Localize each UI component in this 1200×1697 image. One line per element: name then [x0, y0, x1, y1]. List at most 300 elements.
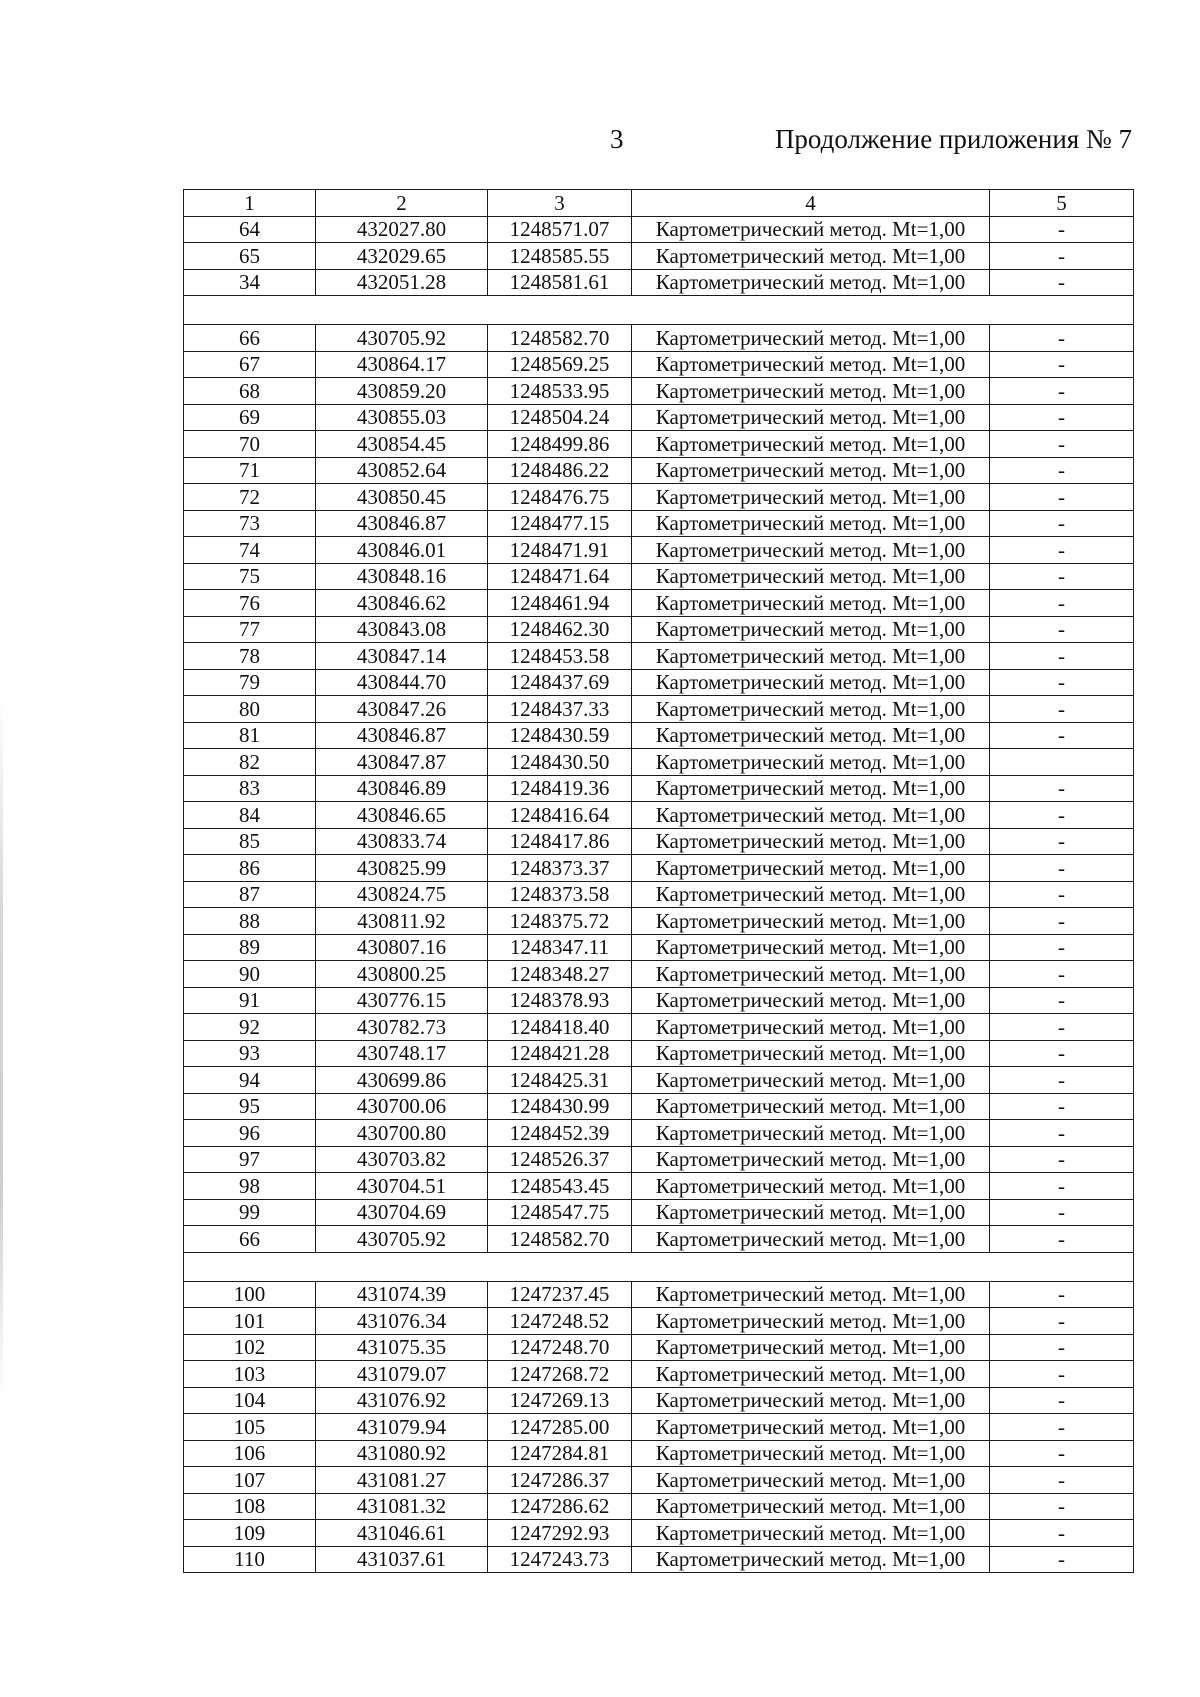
remark: - — [990, 1308, 1134, 1335]
method-description: Картометрический метод. Mt=1,00 — [632, 1361, 990, 1388]
x-coordinate: 430825.99 — [316, 855, 488, 882]
scan-edge-shadow — [0, 700, 3, 1400]
method-description: Картометрический метод. Mt=1,00 — [632, 404, 990, 431]
remark: - — [990, 1146, 1134, 1173]
x-coordinate: 430704.69 — [316, 1199, 488, 1226]
point-number: 67 — [184, 351, 316, 378]
point-number: 76 — [184, 590, 316, 617]
remark: - — [990, 1546, 1134, 1573]
y-coordinate: 1248585.55 — [488, 243, 632, 270]
method-description: Картометрический метод. Mt=1,00 — [632, 1173, 990, 1200]
method-description: Картометрический метод. Mt=1,00 — [632, 1014, 990, 1041]
y-coordinate: 1248486.22 — [488, 457, 632, 484]
x-coordinate: 431046.61 — [316, 1520, 488, 1547]
x-coordinate: 431079.07 — [316, 1361, 488, 1388]
remark: - — [990, 325, 1134, 352]
method-description: Картометрический метод. Mt=1,00 — [632, 1146, 990, 1173]
table-row — [184, 722, 1134, 749]
remark: - — [990, 1014, 1134, 1041]
table-row — [184, 696, 1134, 723]
method-description: Картометрический метод. Mt=1,00 — [632, 696, 990, 723]
x-coordinate: 431076.92 — [316, 1387, 488, 1414]
method-description: Картометрический метод. Mt=1,00 — [632, 987, 990, 1014]
table-row — [184, 1334, 1134, 1361]
point-number: 88 — [184, 908, 316, 935]
x-coordinate: 430824.75 — [316, 881, 488, 908]
x-coordinate: 430833.74 — [316, 828, 488, 855]
point-number: 85 — [184, 828, 316, 855]
remark: - — [990, 1414, 1134, 1441]
point-number: 81 — [184, 722, 316, 749]
table-row — [184, 749, 1134, 776]
remark: - — [990, 1040, 1134, 1067]
y-coordinate: 1248437.33 — [488, 696, 632, 723]
x-coordinate: 430699.86 — [316, 1067, 488, 1094]
remark: - — [990, 1120, 1134, 1147]
remark: - — [990, 616, 1134, 643]
method-description: Картометрический метод. Mt=1,00 — [632, 802, 990, 829]
remark: - — [990, 457, 1134, 484]
table-row — [184, 1281, 1134, 1308]
y-coordinate: 1248430.50 — [488, 749, 632, 776]
y-coordinate: 1248421.28 — [488, 1040, 632, 1067]
method-description: Картометрический метод. Mt=1,00 — [632, 775, 990, 802]
point-number: 105 — [184, 1414, 316, 1441]
method-description: Картометрический метод. Mt=1,00 — [632, 1520, 990, 1547]
point-number: 87 — [184, 881, 316, 908]
x-coordinate: 430846.62 — [316, 590, 488, 617]
method-description: Картометрический метод. Mt=1,00 — [632, 855, 990, 882]
remark: - — [990, 216, 1134, 243]
x-coordinate: 430811.92 — [316, 908, 488, 935]
x-coordinate: 432027.80 — [316, 216, 488, 243]
x-coordinate: 430844.70 — [316, 669, 488, 696]
method-description: Картометрический метод. Mt=1,00 — [632, 961, 990, 988]
method-description: Картометрический метод. Mt=1,00 — [632, 325, 990, 352]
method-description: Картометрический метод. Mt=1,00 — [632, 1040, 990, 1067]
method-description: Картометрический метод. Mt=1,00 — [632, 828, 990, 855]
remark: - — [990, 934, 1134, 961]
x-coordinate: 430748.17 — [316, 1040, 488, 1067]
remark: - — [990, 484, 1134, 511]
remark: - — [990, 1281, 1134, 1308]
table-row — [184, 431, 1134, 458]
remark: - — [990, 802, 1134, 829]
x-coordinate: 430705.92 — [316, 325, 488, 352]
method-description: Картометрический метод. Mt=1,00 — [632, 1120, 990, 1147]
point-number: 89 — [184, 934, 316, 961]
table-row — [184, 563, 1134, 590]
y-coordinate: 1247248.70 — [488, 1334, 632, 1361]
y-coordinate: 1248571.07 — [488, 216, 632, 243]
method-description: Картометрический метод. Mt=1,00 — [632, 1308, 990, 1335]
remark: - — [990, 669, 1134, 696]
group-separator-row — [184, 1252, 1134, 1281]
table-row — [184, 775, 1134, 802]
table-row — [184, 216, 1134, 243]
method-description: Картометрический метод. Mt=1,00 — [632, 749, 990, 776]
remark: - — [990, 775, 1134, 802]
column-number: 1 — [184, 190, 316, 217]
remark: - — [990, 987, 1134, 1014]
x-coordinate: 430847.26 — [316, 696, 488, 723]
x-coordinate: 430705.92 — [316, 1226, 488, 1253]
x-coordinate: 431076.34 — [316, 1308, 488, 1335]
remark: - — [990, 1226, 1134, 1253]
y-coordinate: 1247286.37 — [488, 1467, 632, 1494]
remark: - — [990, 378, 1134, 405]
y-coordinate: 1248348.27 — [488, 961, 632, 988]
table-row — [184, 881, 1134, 908]
method-description: Картометрический метод. Mt=1,00 — [632, 1226, 990, 1253]
method-description: Картометрический метод. Mt=1,00 — [632, 669, 990, 696]
method-description: Картометрический метод. Mt=1,00 — [632, 908, 990, 935]
table-row — [184, 325, 1134, 352]
x-coordinate: 430846.87 — [316, 722, 488, 749]
column-number: 3 — [488, 190, 632, 217]
table-row — [184, 537, 1134, 564]
y-coordinate: 1248499.86 — [488, 431, 632, 458]
x-coordinate: 430864.17 — [316, 351, 488, 378]
remark: - — [990, 643, 1134, 670]
y-coordinate: 1248547.75 — [488, 1199, 632, 1226]
point-number: 73 — [184, 510, 316, 537]
y-coordinate: 1248582.70 — [488, 1226, 632, 1253]
point-number: 104 — [184, 1387, 316, 1414]
method-description: Картометрический метод. Mt=1,00 — [632, 378, 990, 405]
coordinates-table — [183, 189, 1134, 1573]
table-row — [184, 987, 1134, 1014]
remark: - — [990, 1520, 1134, 1547]
x-coordinate: 430700.06 — [316, 1093, 488, 1120]
table-row — [184, 1014, 1134, 1041]
method-description: Картометрический метод. Mt=1,00 — [632, 1493, 990, 1520]
point-number: 92 — [184, 1014, 316, 1041]
point-number: 101 — [184, 1308, 316, 1335]
page-heading: Продолжение приложения № 7 — [774, 124, 1132, 154]
method-description: Картометрический метод. Mt=1,00 — [632, 269, 990, 296]
table-row — [184, 243, 1134, 270]
table-row — [184, 404, 1134, 431]
method-description: Картометрический метод. Mt=1,00 — [632, 537, 990, 564]
x-coordinate: 430800.25 — [316, 961, 488, 988]
y-coordinate: 1247248.52 — [488, 1308, 632, 1335]
group-separator-cell — [184, 296, 1134, 325]
table-row — [184, 1387, 1134, 1414]
table-row — [184, 1308, 1134, 1335]
method-description: Картометрический метод. Mt=1,00 — [632, 881, 990, 908]
remark: - — [990, 881, 1134, 908]
y-coordinate: 1248416.64 — [488, 802, 632, 829]
point-number: 90 — [184, 961, 316, 988]
point-number: 72 — [184, 484, 316, 511]
y-coordinate: 1248453.58 — [488, 643, 632, 670]
point-number: 74 — [184, 537, 316, 564]
remark: - — [990, 1199, 1134, 1226]
method-description: Картометрический метод. Mt=1,00 — [632, 1414, 990, 1441]
remark: - — [990, 269, 1134, 296]
table-row — [184, 802, 1134, 829]
point-number: 108 — [184, 1493, 316, 1520]
table-row — [184, 1546, 1134, 1573]
point-number: 79 — [184, 669, 316, 696]
y-coordinate: 1247237.45 — [488, 1281, 632, 1308]
table-row — [184, 1093, 1134, 1120]
x-coordinate: 430855.03 — [316, 404, 488, 431]
point-number: 106 — [184, 1440, 316, 1467]
y-coordinate: 1248375.72 — [488, 908, 632, 935]
point-number: 66 — [184, 325, 316, 352]
point-number: 34 — [184, 269, 316, 296]
point-number: 77 — [184, 616, 316, 643]
x-coordinate: 432029.65 — [316, 243, 488, 270]
y-coordinate: 1247268.72 — [488, 1361, 632, 1388]
x-coordinate: 430846.89 — [316, 775, 488, 802]
y-coordinate: 1248543.45 — [488, 1173, 632, 1200]
point-number: 99 — [184, 1199, 316, 1226]
table-row — [184, 1467, 1134, 1494]
table-row — [184, 351, 1134, 378]
y-coordinate: 1248582.70 — [488, 325, 632, 352]
y-coordinate: 1248373.37 — [488, 855, 632, 882]
table-row — [184, 1173, 1134, 1200]
remark: - — [990, 431, 1134, 458]
point-number: 109 — [184, 1520, 316, 1547]
method-description: Картометрический метод. Mt=1,00 — [632, 1440, 990, 1467]
method-description: Картометрический метод. Mt=1,00 — [632, 1199, 990, 1226]
table-row — [184, 1040, 1134, 1067]
point-number: 69 — [184, 404, 316, 431]
remark: - — [990, 722, 1134, 749]
table-row — [184, 484, 1134, 511]
table-row — [184, 934, 1134, 961]
column-number-row — [184, 190, 1134, 217]
method-description: Картометрический метод. Mt=1,00 — [632, 1387, 990, 1414]
x-coordinate: 430700.80 — [316, 1120, 488, 1147]
method-description: Картометрический метод. Mt=1,00 — [632, 722, 990, 749]
remark: - — [990, 961, 1134, 988]
y-coordinate: 1248533.95 — [488, 378, 632, 405]
x-coordinate: 430846.01 — [316, 537, 488, 564]
y-coordinate: 1247292.93 — [488, 1520, 632, 1547]
point-number: 75 — [184, 563, 316, 590]
y-coordinate: 1248477.15 — [488, 510, 632, 537]
y-coordinate: 1248378.93 — [488, 987, 632, 1014]
point-number: 83 — [184, 775, 316, 802]
y-coordinate: 1247286.62 — [488, 1493, 632, 1520]
y-coordinate: 1248347.11 — [488, 934, 632, 961]
remark: - — [990, 696, 1134, 723]
remark: - — [990, 1493, 1134, 1520]
x-coordinate: 430848.16 — [316, 563, 488, 590]
remark: - — [990, 1067, 1134, 1094]
point-number: 86 — [184, 855, 316, 882]
point-number: 64 — [184, 216, 316, 243]
y-coordinate: 1248430.59 — [488, 722, 632, 749]
table-row — [184, 1493, 1134, 1520]
x-coordinate: 430847.14 — [316, 643, 488, 670]
point-number: 93 — [184, 1040, 316, 1067]
group-separator-row — [184, 296, 1134, 325]
point-number: 95 — [184, 1093, 316, 1120]
remark: - — [990, 537, 1134, 564]
method-description: Картометрический метод. Mt=1,00 — [632, 934, 990, 961]
x-coordinate: 430782.73 — [316, 1014, 488, 1041]
point-number: 78 — [184, 643, 316, 670]
x-coordinate: 431081.27 — [316, 1467, 488, 1494]
table-row — [184, 643, 1134, 670]
x-coordinate: 430846.65 — [316, 802, 488, 829]
x-coordinate: 430850.45 — [316, 484, 488, 511]
table-row — [184, 1520, 1134, 1547]
y-coordinate: 1248569.25 — [488, 351, 632, 378]
table-row — [184, 1067, 1134, 1094]
method-description: Картометрический метод. Mt=1,00 — [632, 510, 990, 537]
y-coordinate: 1248471.64 — [488, 563, 632, 590]
table-row — [184, 1199, 1134, 1226]
x-coordinate: 430852.64 — [316, 457, 488, 484]
method-description: Картометрический метод. Mt=1,00 — [632, 1093, 990, 1120]
remark: - — [990, 1467, 1134, 1494]
point-number: 91 — [184, 987, 316, 1014]
table-row — [184, 510, 1134, 537]
method-description: Картометрический метод. Mt=1,00 — [632, 484, 990, 511]
table-row — [184, 1226, 1134, 1253]
table-row — [184, 457, 1134, 484]
y-coordinate: 1248504.24 — [488, 404, 632, 431]
point-number: 103 — [184, 1361, 316, 1388]
y-coordinate: 1248419.36 — [488, 775, 632, 802]
table-row — [184, 908, 1134, 935]
y-coordinate: 1248430.99 — [488, 1093, 632, 1120]
point-number: 68 — [184, 378, 316, 405]
point-number: 65 — [184, 243, 316, 270]
remark: - — [990, 563, 1134, 590]
remark: - — [990, 1173, 1134, 1200]
column-number: 2 — [316, 190, 488, 217]
y-coordinate: 1248417.86 — [488, 828, 632, 855]
remark: - — [990, 1093, 1134, 1120]
x-coordinate: 432051.28 — [316, 269, 488, 296]
y-coordinate: 1248418.40 — [488, 1014, 632, 1041]
table-row — [184, 669, 1134, 696]
y-coordinate: 1248452.39 — [488, 1120, 632, 1147]
table-row — [184, 1414, 1134, 1441]
x-coordinate: 431081.32 — [316, 1493, 488, 1520]
method-description: Картометрический метод. Mt=1,00 — [632, 1467, 990, 1494]
y-coordinate: 1248581.61 — [488, 269, 632, 296]
x-coordinate: 431080.92 — [316, 1440, 488, 1467]
point-number: 84 — [184, 802, 316, 829]
remark: - — [990, 1440, 1134, 1467]
point-number: 94 — [184, 1067, 316, 1094]
method-description: Картометрический метод. Mt=1,00 — [632, 216, 990, 243]
y-coordinate: 1248425.31 — [488, 1067, 632, 1094]
group-separator-cell — [184, 1252, 1134, 1281]
remark: - — [990, 1361, 1134, 1388]
method-description: Картометрический метод. Mt=1,00 — [632, 457, 990, 484]
y-coordinate: 1247243.73 — [488, 1546, 632, 1573]
point-number: 71 — [184, 457, 316, 484]
method-description: Картометрический метод. Mt=1,00 — [632, 1067, 990, 1094]
point-number: 102 — [184, 1334, 316, 1361]
x-coordinate: 431037.61 — [316, 1546, 488, 1573]
point-number: 98 — [184, 1173, 316, 1200]
column-number: 5 — [990, 190, 1134, 217]
remark — [990, 749, 1134, 776]
table-row — [184, 828, 1134, 855]
x-coordinate: 430847.87 — [316, 749, 488, 776]
method-description: Картометрический метод. Mt=1,00 — [632, 563, 990, 590]
remark: - — [990, 510, 1134, 537]
y-coordinate: 1248476.75 — [488, 484, 632, 511]
remark: - — [990, 404, 1134, 431]
method-description: Картометрический метод. Mt=1,00 — [632, 616, 990, 643]
method-description: Картометрический метод. Mt=1,00 — [632, 351, 990, 378]
point-number: 107 — [184, 1467, 316, 1494]
table-row — [184, 1361, 1134, 1388]
method-description: Картометрический метод. Mt=1,00 — [632, 1546, 990, 1573]
page-number: 3 — [610, 124, 624, 154]
y-coordinate: 1248373.58 — [488, 881, 632, 908]
x-coordinate: 430776.15 — [316, 987, 488, 1014]
point-number: 96 — [184, 1120, 316, 1147]
coordinates-table-body — [184, 190, 1134, 1573]
method-description: Картометрический метод. Mt=1,00 — [632, 590, 990, 617]
table-row — [184, 1146, 1134, 1173]
y-coordinate: 1248526.37 — [488, 1146, 632, 1173]
y-coordinate: 1248461.94 — [488, 590, 632, 617]
remark: - — [990, 855, 1134, 882]
y-coordinate: 1248437.69 — [488, 669, 632, 696]
point-number: 100 — [184, 1281, 316, 1308]
point-number: 110 — [184, 1546, 316, 1573]
point-number: 82 — [184, 749, 316, 776]
x-coordinate: 430807.16 — [316, 934, 488, 961]
y-coordinate: 1248462.30 — [488, 616, 632, 643]
x-coordinate: 430846.87 — [316, 510, 488, 537]
point-number: 80 — [184, 696, 316, 723]
method-description: Картометрический метод. Mt=1,00 — [632, 243, 990, 270]
method-description: Картометрический метод. Mt=1,00 — [632, 1281, 990, 1308]
remark: - — [990, 908, 1134, 935]
x-coordinate: 430854.45 — [316, 431, 488, 458]
x-coordinate: 430843.08 — [316, 616, 488, 643]
point-number: 66 — [184, 1226, 316, 1253]
remark: - — [990, 351, 1134, 378]
x-coordinate: 431079.94 — [316, 1414, 488, 1441]
method-description: Картометрический метод. Mt=1,00 — [632, 1334, 990, 1361]
point-number: 97 — [184, 1146, 316, 1173]
y-coordinate: 1247284.81 — [488, 1440, 632, 1467]
table-row — [184, 1440, 1134, 1467]
remark: - — [990, 243, 1134, 270]
y-coordinate: 1247269.13 — [488, 1387, 632, 1414]
table-row — [184, 616, 1134, 643]
y-coordinate: 1248471.91 — [488, 537, 632, 564]
remark: - — [990, 1387, 1134, 1414]
x-coordinate: 430703.82 — [316, 1146, 488, 1173]
table-row — [184, 855, 1134, 882]
remark: - — [990, 828, 1134, 855]
x-coordinate: 431075.35 — [316, 1334, 488, 1361]
table-row — [184, 1120, 1134, 1147]
table-row — [184, 590, 1134, 617]
x-coordinate: 431074.39 — [316, 1281, 488, 1308]
method-description: Картометрический метод. Mt=1,00 — [632, 431, 990, 458]
point-number: 70 — [184, 431, 316, 458]
remark: - — [990, 590, 1134, 617]
